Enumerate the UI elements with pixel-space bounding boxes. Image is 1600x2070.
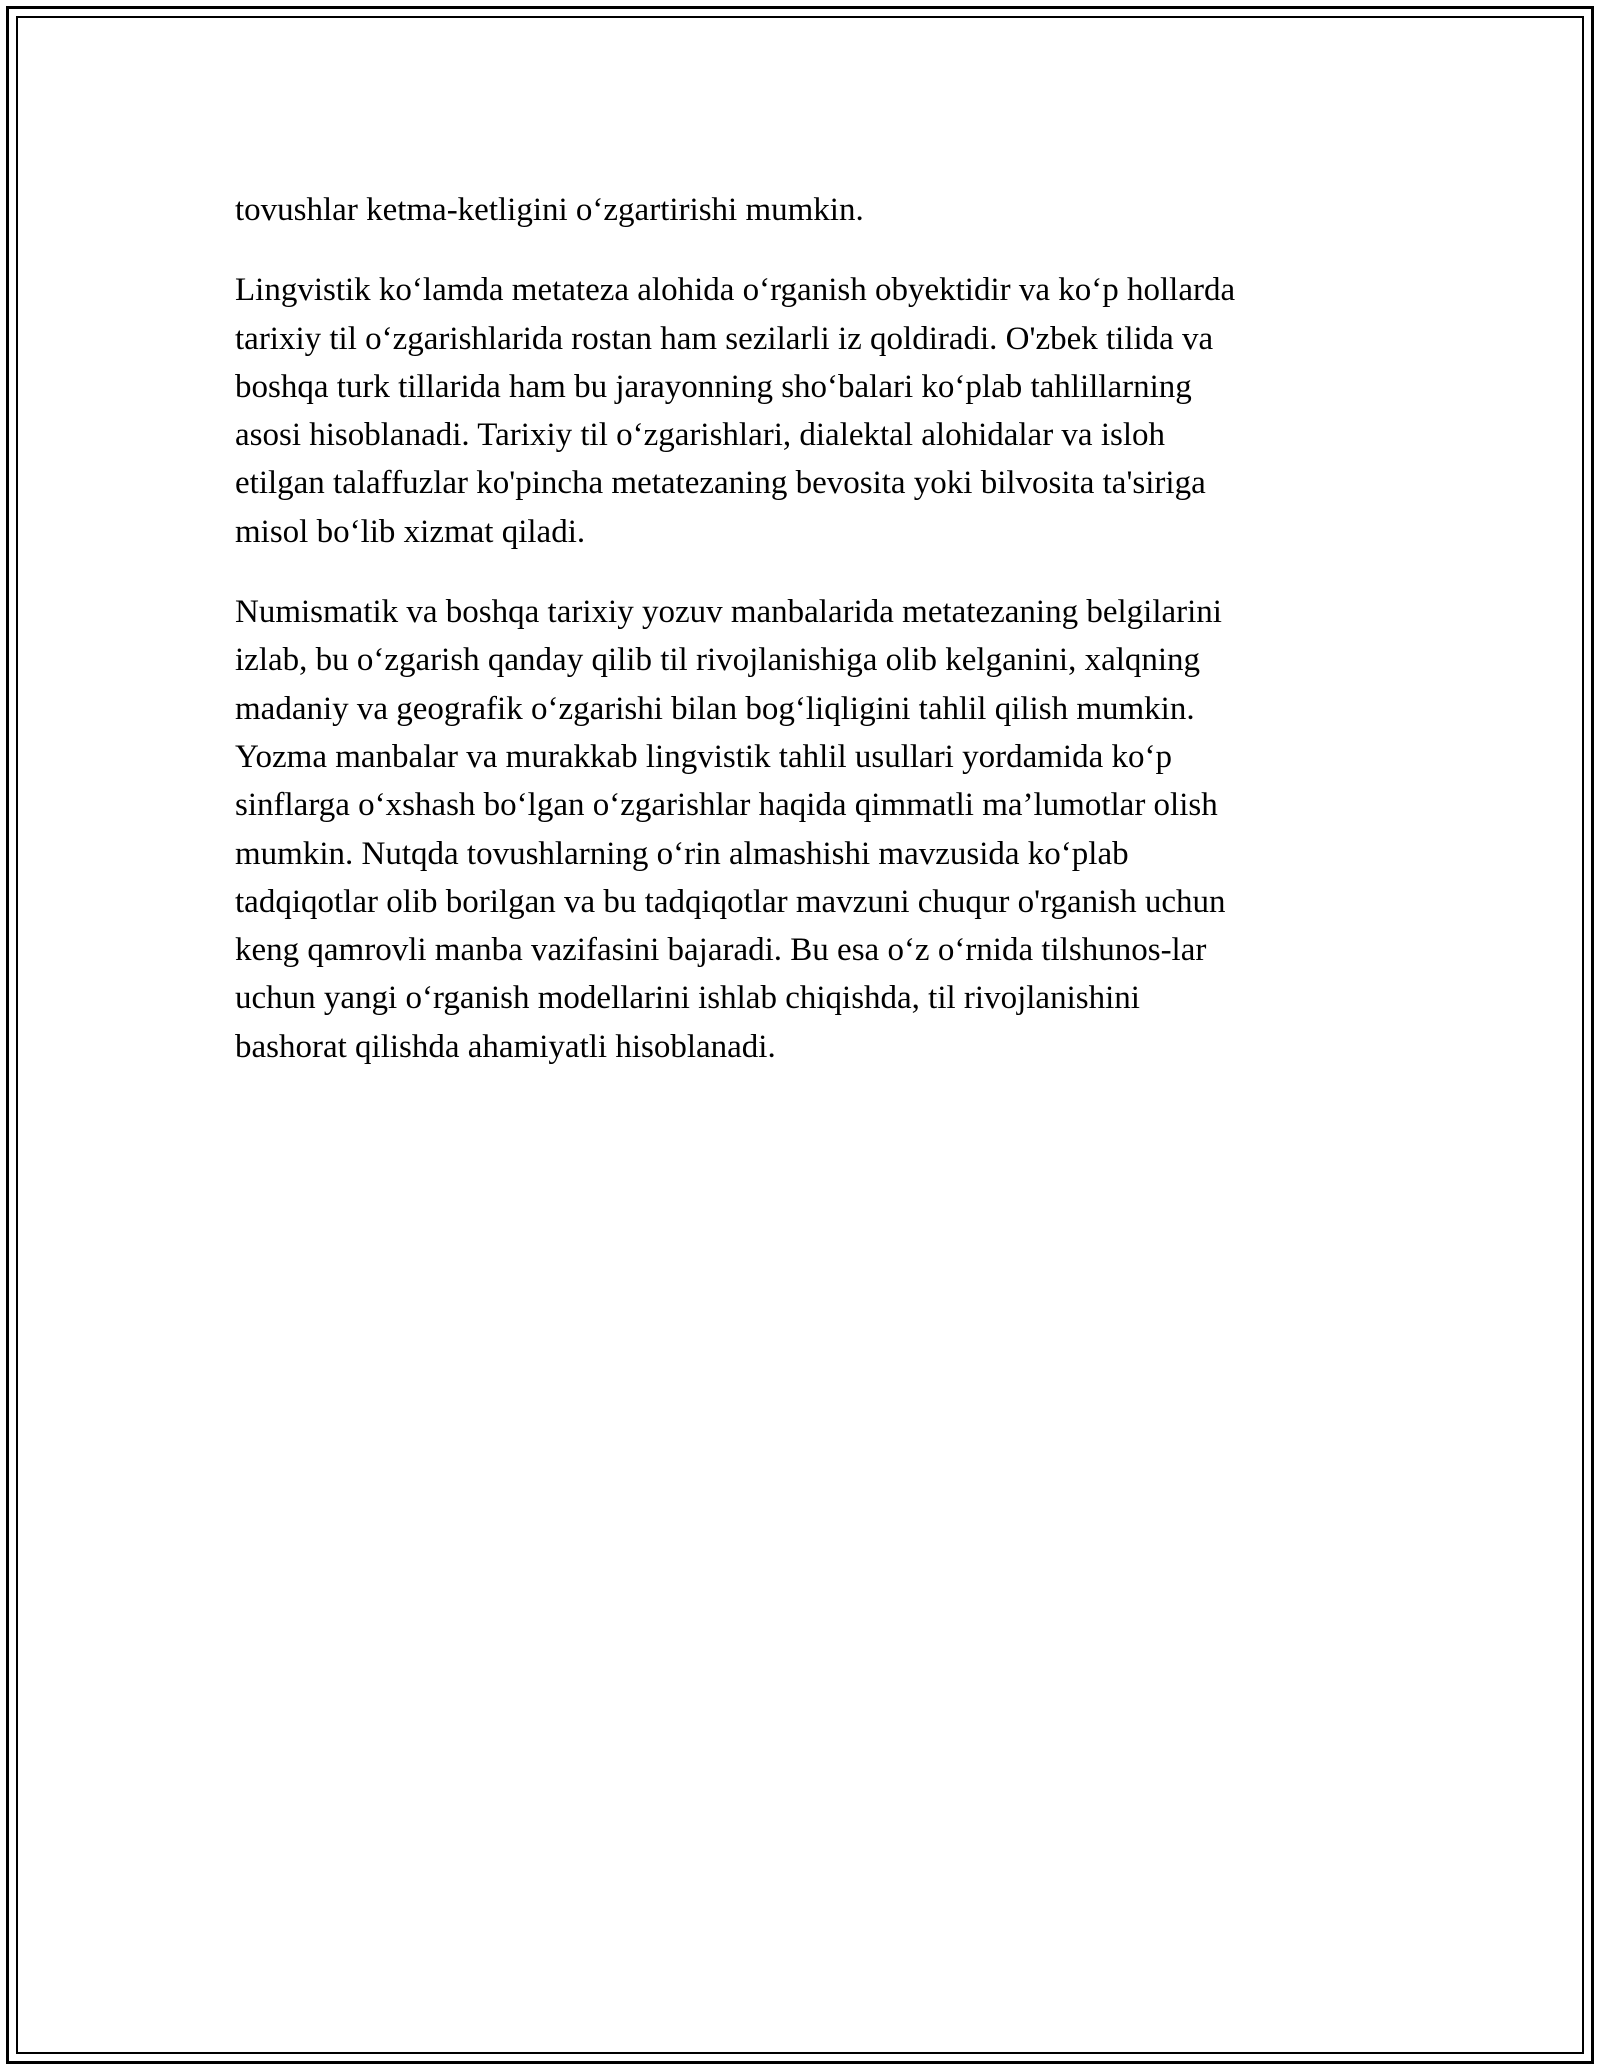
text-line: tovushlar ketma-ketligini o‘zgartirishi mumkin.: [235, 192, 864, 228]
text-line: Numismatik va boshqa tarixiy yozuv manbalarida metatezaning belgilarini: [235, 594, 1222, 631]
text-line: Lingvistik ko‘lamda metateza alohida o‘rganish obyektidir va ko‘p hollarda: [235, 272, 1236, 309]
text-line: uchun yangi o‘rganish modellarini ishlab chiqishda, til rivojlanishini: [235, 980, 1140, 1017]
paragraph-2: [235, 266, 1365, 556]
text-line: boshqa turk tillarida ham bu jarayonning sho‘balari ko‘plab tahlillarning: [235, 368, 1192, 405]
text-line: Yozma manbalar va murakkab lingvistik tahlil usullari yordamida ko‘p: [235, 738, 1172, 775]
text-line: misol bo‘lib xizmat qiladi.: [235, 513, 586, 550]
text-line: izlab, bu o‘zgarish qanday qilib til rivojlanishiga olib kelganini, xalqning: [235, 642, 1201, 679]
text-line: keng qamrovli manba vazifasini bajaradi. Bu esa o‘z o‘rnida tilshunos-lar: [235, 932, 1207, 969]
text-line: tadqiqotlar olib borilgan va bu tadqiqotlar mavzuni chuqur o'rganish uchun: [235, 883, 1226, 920]
text-line: tarixiy til o‘zgarishlarida rostan ham sezilarli iz qoldiradi. O'zbek tilida va: [235, 320, 1214, 357]
paragraph-1: [235, 186, 1365, 234]
text-line: bashorat qilishda ahamiyatli hisoblanadi.: [235, 1028, 776, 1065]
text-line: asosi hisoblanadi. Tarixiy til o‘zgarishlari, dialektal alohidalar va isloh: [235, 417, 1166, 454]
text-line: sinflarga o‘xshash bo‘lgan o‘zgarishlar haqida qimmatli ma’lumotlar olish: [235, 787, 1218, 824]
paragraph-3: [235, 588, 1365, 1071]
text-line: mumkin. Nutqda tovushlarning o‘rin almashishi mavzusida ko‘plab: [235, 835, 1129, 872]
text-line: etilgan talaffuzlar ko'pincha metatezaning bevosita yoki bilvosita ta'siriga: [235, 465, 1206, 502]
text-line: madaniy va geografik o‘zgarishi bilan bog‘liqligini tahlil qilish mumkin.: [235, 690, 1195, 727]
document-body: [235, 186, 1365, 1071]
